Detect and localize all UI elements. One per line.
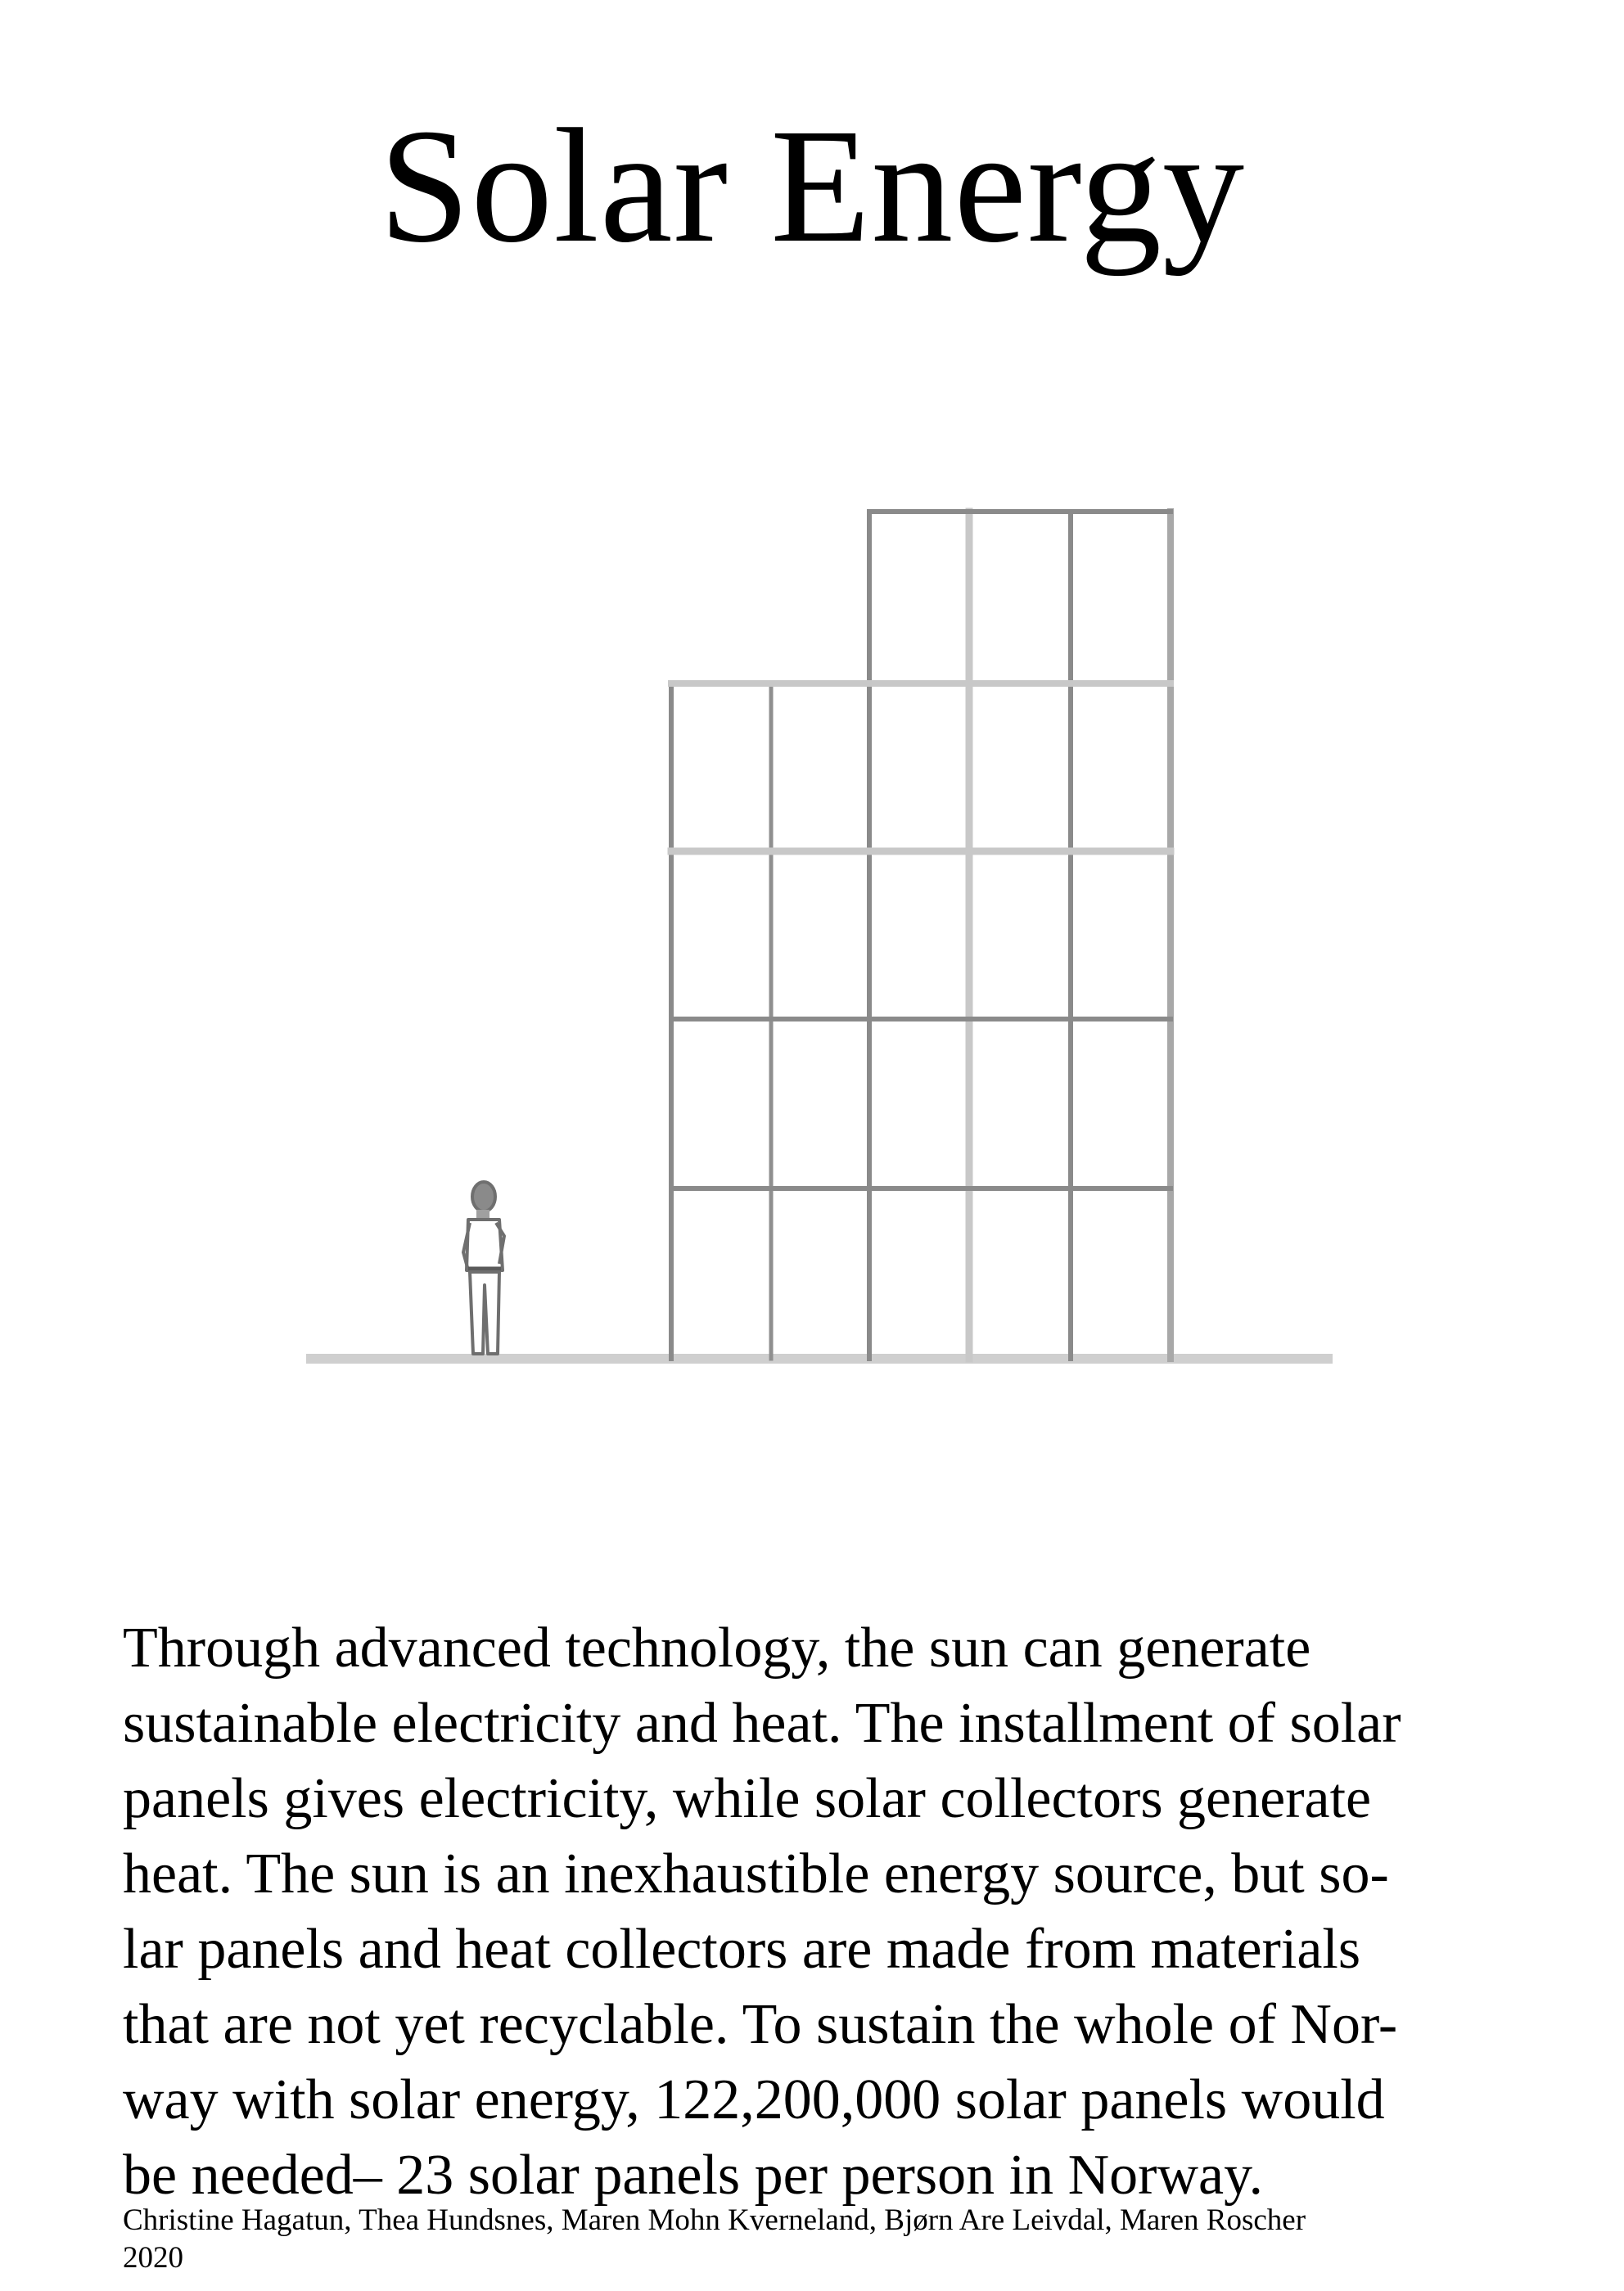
body-line: sustainable electricity and heat. The installment of solar [123,1692,1401,1755]
body-text [123,1611,1531,2213]
body-line: be needed– 23 solar panels per person in Norway. [123,2144,1264,2207]
credits-authors: Christine Hagatun, Thea Hundsnes, Maren Mohn Kverneland, Bjørn Are Leivdal, Maren Roscher [123,2203,1306,2237]
body-line: panels gives electricity, while solar collectors generate [123,1767,1372,1830]
page-title: Solar Energy [378,96,1246,277]
body-line: lar panels and heat collectors are made from materials [123,1918,1361,1981]
human-figure-icon [463,1182,504,1354]
solar-panel-illustration [0,491,1624,1391]
body-line: way with solar energy, 122,200,000 solar panels would [123,2068,1385,2131]
credits [123,2202,1563,2277]
body-line: heat. The sun is an inexhaustible energy source, but so- [123,1842,1389,1905]
body-line: that are not yet recyclable. To sustain the whole of Nor- [123,1993,1398,2056]
panel-grid [671,512,1171,1359]
body-line: Through advanced technology, the sun can generate [123,1617,1311,1680]
credits-year: 2020 [123,2241,183,2275]
